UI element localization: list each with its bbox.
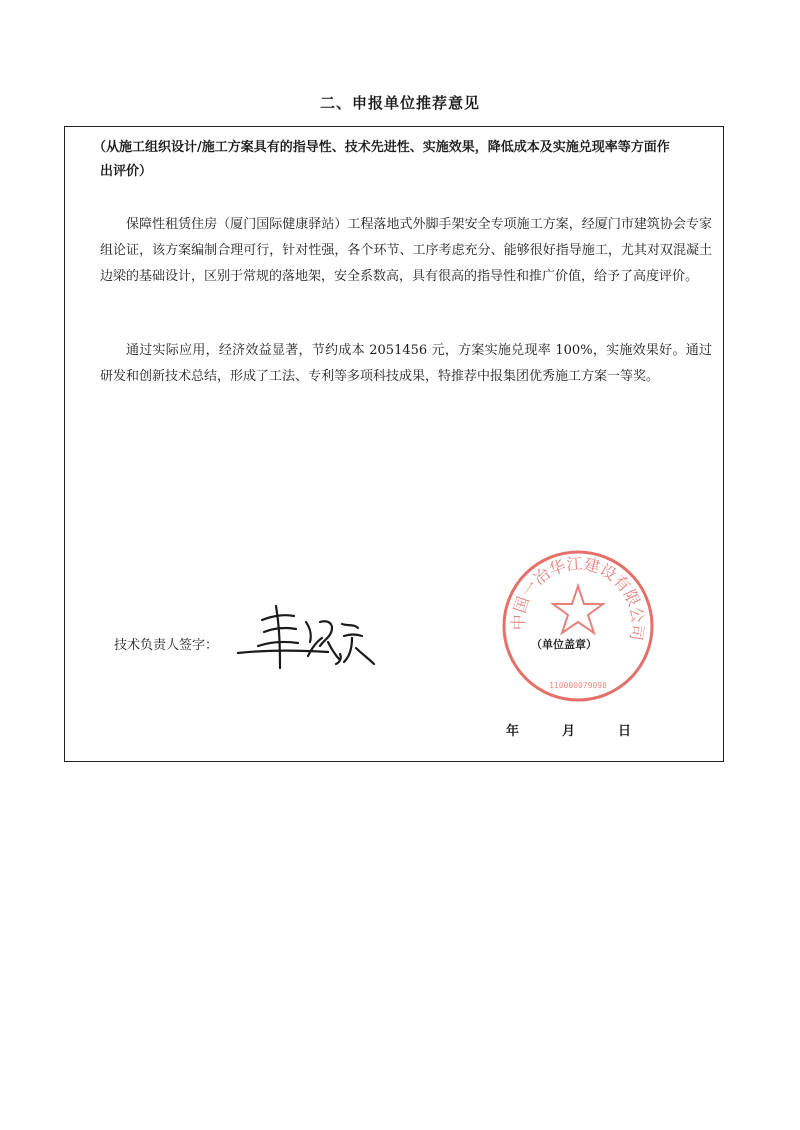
date-day: 日 [618,724,632,739]
instruction-text [93,136,716,184]
instruction-line-2: 出评价） [100,164,153,179]
handwritten-signature [236,598,386,678]
seal-label: （单位盖章） [531,638,597,651]
recommendation-paragraph-1: 保障性租赁住房（厦门国际健康驿站）工程落地式外脚手架安全专项施工方案，经厦门市建筑协会专家组论证，该方案编制合理可行，针对性强，各个环节、工序考虑充分、能够很好指导施工，尤其对双混凝土边梁的基础设计，区别于常规的落地架，安全系数高，具有很高的指导性和推广价值，给予了高度评价。 [100,217,712,284]
company-seal [498,546,658,706]
recommendation-paragraph-2: 通过实际应用，经济效益显著，节约成本 2051456 元，方案实施兑现率 100%，实施效果好。通过研发和创新技术总结，形成了工法、专利等多项科技成果，特推荐中报集团优秀施工方案一等奖。 [100,343,712,384]
date-year: 年 [506,724,520,739]
section-title: 二、申报单位推荐意见 [319,94,480,112]
date-month: 月 [562,724,576,739]
signature-label: 技术负责人签字： [114,638,219,653]
svg-text:中国一冶华江建设有限公司: 中国一冶华江建设有限公司 [508,554,648,642]
svg-text:110000079098: 110000079098 [549,681,607,690]
instruction-line-1: （从施工组织设计/施工方案具有的指导性、技术先进性、实施效果，降低成本及实施兑现率等方面作 [93,140,670,155]
